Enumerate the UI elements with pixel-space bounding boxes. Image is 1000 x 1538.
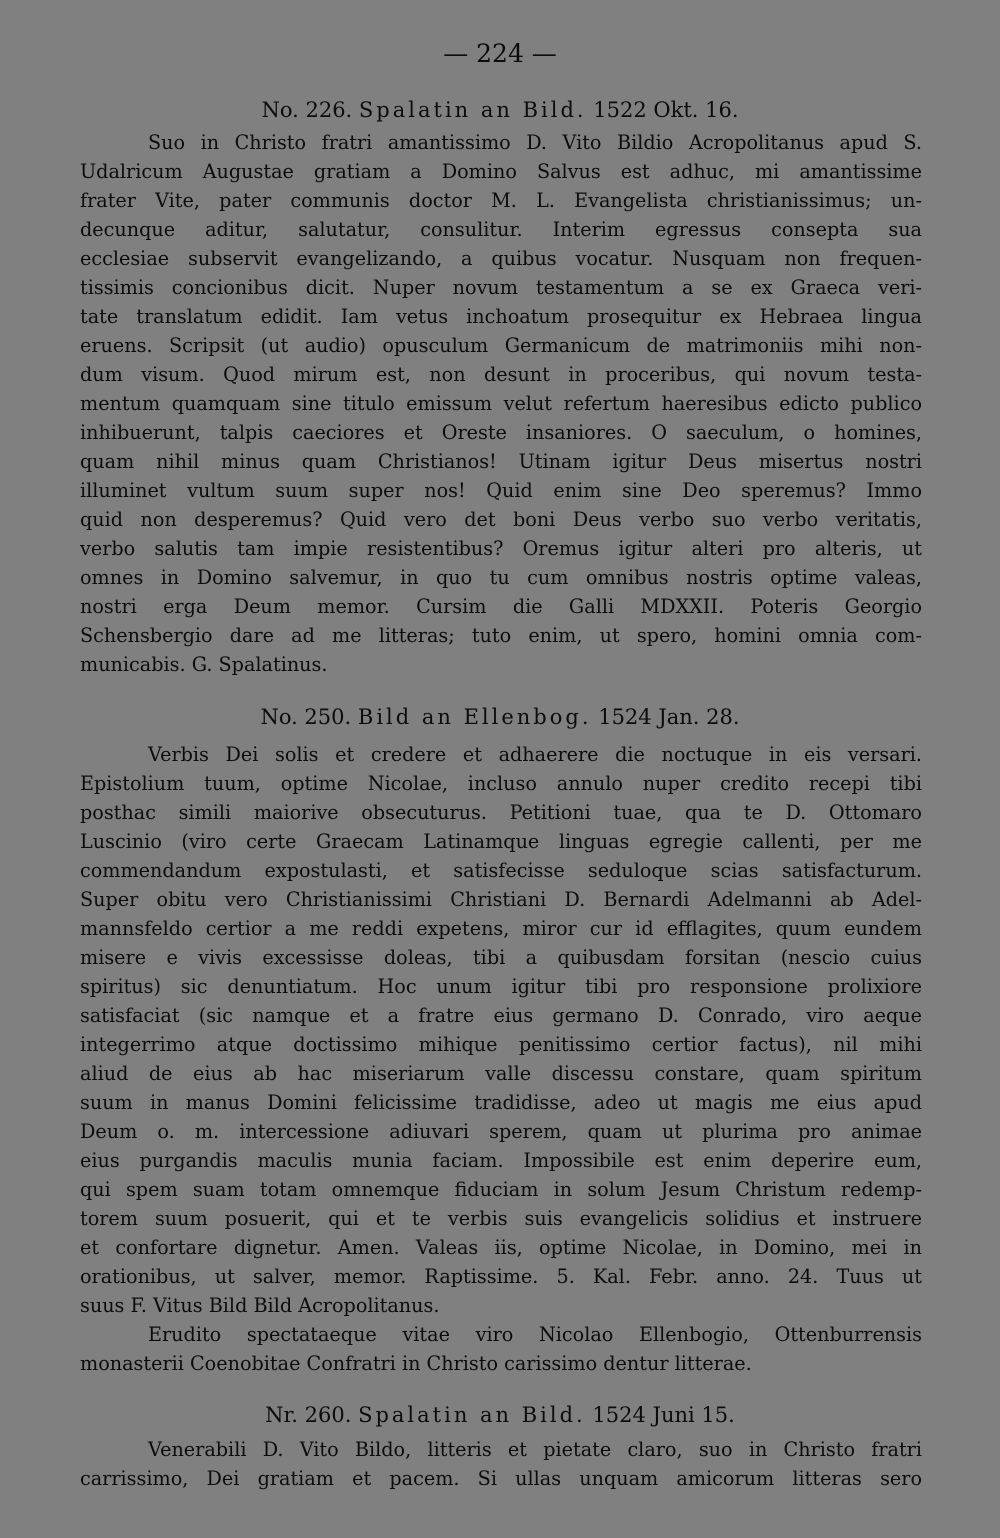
text-line: quid non desperemus? Quid vero det boni Deus verbo suo verbo veritatis, [80, 508, 922, 531]
letter-number: Nr. 260. [265, 1403, 352, 1427]
text-line: Venerabili D. Vito Bildo, litteris et pietate claro, suo in Christo fratri [148, 1438, 922, 1461]
text-line: posthac simili maiorive obsecuturus. Petitioni tuae, qua te D. Ottomaro [80, 801, 922, 824]
text-line: eruens. Scripsit (ut audio) opusculum Germanicum de matrimoniis mihi non- [80, 334, 922, 357]
text-line: eius purgandis maculis munia faciam. Impossibile est enim deperire eum, [80, 1149, 922, 1172]
text-line: tissimis concionibus dicit. Nuper novum testamentum a se ex Graeca veri- [80, 276, 922, 299]
text-line: misere e vivis excessisse doleas, tibi a quibusdam forsitan (nescio cuius [80, 946, 922, 969]
letter-title: Spalatin an Bild. [358, 1403, 586, 1427]
text-line: suus F. Vitus Bild Bild Acropolitanus. [80, 1294, 440, 1317]
text-line: commendandum expostulasti, et satisfecisse seduloque scias satisfacturum. [80, 859, 922, 882]
text-line: Deum o. m. intercessione adiuvari sperem, quam ut plurima pro animae [80, 1120, 922, 1143]
text-line: monasterii Coenobitae Confratri in Christo carissimo dentur litterae. [80, 1352, 752, 1375]
text-line: Epistolium tuum, optime Nicolae, incluso annulo nuper credito recepi tibi [80, 772, 922, 795]
text-line: illuminet vultum suum super nos! Quid enim sine Deo speremus? Immo [80, 479, 922, 502]
text-line: decunque aditur, salutatur, consulitur. Interim egressus consepta sua [80, 218, 922, 241]
text-line: Verbis Dei solis et credere et adhaerere die noctuque in eis versari. [148, 743, 922, 766]
text-line: verbo salutis tam impie resistentibus? Oremus igitur alteri pro alteris, ut [80, 537, 922, 560]
text-line: spiritus) sic denuntiatum. Hoc unum igitur tibi pro responsione prolixiore [80, 975, 922, 998]
text-line: inhibuerunt, talpis caeciores et Oreste insaniores. O saeculum, o homines, [80, 421, 922, 444]
text-line: dum visum. Quod mirum est, non desunt in proceribus, qui novum testa- [80, 363, 922, 386]
letter-date: 1524 Juni 15. [592, 1403, 735, 1427]
text-line: qui spem suam totam omnemque fiduciam in solum Jesum Christum redemp- [80, 1178, 922, 1201]
letter-date: 1524 Jan. 28. [598, 705, 740, 729]
letter-body-260 [80, 1435, 922, 1493]
letter-date: 1522 Okt. 16. [593, 98, 739, 122]
text-line: et confortare dignetur. Amen. Valeas iis, optime Nicolae, in Domino, mei in [80, 1236, 922, 1259]
text-line: tate translatum edidit. Iam vetus inchoatum prosequitur ex Hebraea lingua [80, 305, 922, 328]
letter-number: No. 226. [261, 98, 353, 122]
text-line: municabis. G. Spalatinus. [80, 653, 328, 676]
text-line: Udalricum Augustae gratiam a Domino Salvus est adhuc, mi amantissime [80, 160, 922, 183]
letter-title: Spalatin an Bild. [358, 98, 587, 122]
letter-title: Bild an Ellenbog. [357, 705, 592, 729]
text-line: carrissimo, Dei gratiam et pacem. Si ullas unquam amicorum litteras sero [80, 1467, 922, 1490]
text-line: integerrimo atque doctissimo mihique penitissimo certior factus), nil mihi [80, 1033, 922, 1056]
text-line: mentum quamquam sine titulo emissum velut refertum haeresibus edicto publico [80, 392, 922, 415]
text-line: omnes in Domino salvemur, in quo tu cum omnibus nostris optime valeas, [80, 566, 922, 589]
text-line: torem suum posuerit, qui et te verbis suis evangelicis solidius et instruere [80, 1207, 922, 1230]
text-line: Luscinio (viro certe Graecam Latinamque linguas egregie callenti, per me [80, 830, 922, 853]
text-line: quam nihil minus quam Christianos! Utinam igitur Deus misertus nostri [80, 450, 922, 473]
text-line: frater Vite, pater communis doctor M. L. Evangelista christianissimus; un- [80, 189, 922, 212]
letter-heading-226 [0, 96, 1000, 124]
page-number: — 224 — [443, 39, 557, 68]
text-line: Suo in Christo fratri amantissimo D. Vito Bildio Acropolitanus apud S. [148, 131, 922, 154]
text-line: nostri erga Deum memor. Cursim die Galli MDXXII. Poteris Georgio [80, 595, 922, 618]
letter-number: No. 250. [260, 705, 352, 729]
text-line: mannsfeldo certior a me reddi expetens, miror cur id efflagites, quum eundem [80, 917, 922, 940]
text-line: ecclesiae subservit evangelizando, a quibus vocatur. Nusquam non frequen- [80, 247, 922, 270]
text-line: Schensbergio dare ad me litteras; tuto enim, ut spero, homini omnia com- [80, 624, 922, 647]
text-line: Super obitu vero Christianissimi Christiani D. Bernardi Adelmanni ab Adel- [80, 888, 922, 911]
text-line: satisfaciat (sic namque et a fratre eius germano D. Conrado, viro aeque [80, 1004, 922, 1027]
text-line: suum in manus Domini felicissime tradidisse, adeo ut magis me eius apud [80, 1091, 922, 1114]
letter-body-250 [80, 740, 922, 1378]
letter-body-226 [80, 128, 922, 679]
text-line: Erudito spectataeque vitae viro Nicolao Ellenbogio, Ottenburrensis [148, 1323, 922, 1346]
text-line: orationibus, ut salver, memor. Raptissime. 5. Kal. Febr. anno. 24. Tuus ut [80, 1265, 922, 1288]
letter-heading-260 [0, 1401, 1000, 1429]
letter-heading-250 [0, 703, 1000, 731]
text-line: aliud de eius ab hac miseriarum valle discessu constare, quam spiritum [80, 1062, 922, 1085]
